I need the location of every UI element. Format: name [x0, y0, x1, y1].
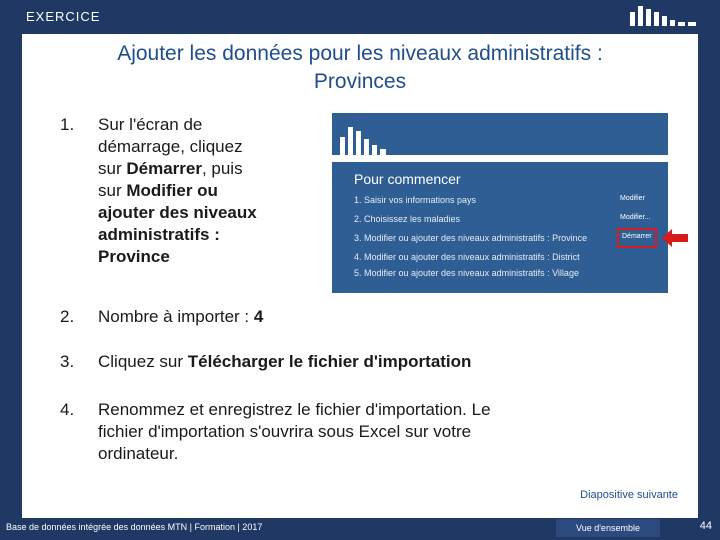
step-number: 1. — [60, 115, 75, 134]
screenshot-heading: Pour commencer — [354, 171, 461, 187]
screenshot-button: Modifier — [620, 195, 645, 202]
highlight-box — [617, 228, 657, 248]
step-number: 2. — [60, 307, 75, 326]
screenshot-row: 4. Modifier ou ajouter des niveaux administratifs : District — [354, 252, 580, 262]
screenshot-row: 2. Choisissez les maladies Modifier... — [354, 214, 651, 224]
red-arrow-icon — [662, 229, 688, 247]
slide-title: Ajouter les données pour les niveaux administratifs : Provinces — [117, 42, 603, 93]
bold-term-demarrer: Démarrer — [126, 159, 202, 178]
screenshot-row: 5. Modifier ou ajouter des niveaux administratifs : Village — [354, 268, 579, 278]
section-label: EXERCICE — [26, 9, 101, 24]
overview-button[interactable]: Vue d'ensemble — [556, 519, 660, 537]
next-slide-link[interactable]: Diapositive suivante — [580, 489, 678, 501]
footer-text: Base de données intégrée des données MTN | Formation | 2017 — [6, 522, 263, 532]
top-bar — [0, 0, 720, 34]
screenshot-divider — [332, 155, 668, 162]
step-number: 4. — [60, 400, 75, 419]
screenshot-button: Modifier... — [620, 214, 651, 221]
screenshot-row: 3. Modifier ou ajouter des niveaux administratifs : Province Démarrer — [354, 233, 652, 243]
page-number: 44 — [699, 520, 712, 532]
step-number: 3. — [60, 352, 75, 371]
logo-icon — [630, 6, 698, 26]
screenshot-button-demarrer: Démarrer — [622, 233, 652, 240]
screenshot-logo-icon — [338, 123, 388, 159]
screenshot-row: 1. Saisir vos informations pays Modifier — [354, 195, 645, 205]
start-screen-screenshot — [332, 113, 668, 293]
